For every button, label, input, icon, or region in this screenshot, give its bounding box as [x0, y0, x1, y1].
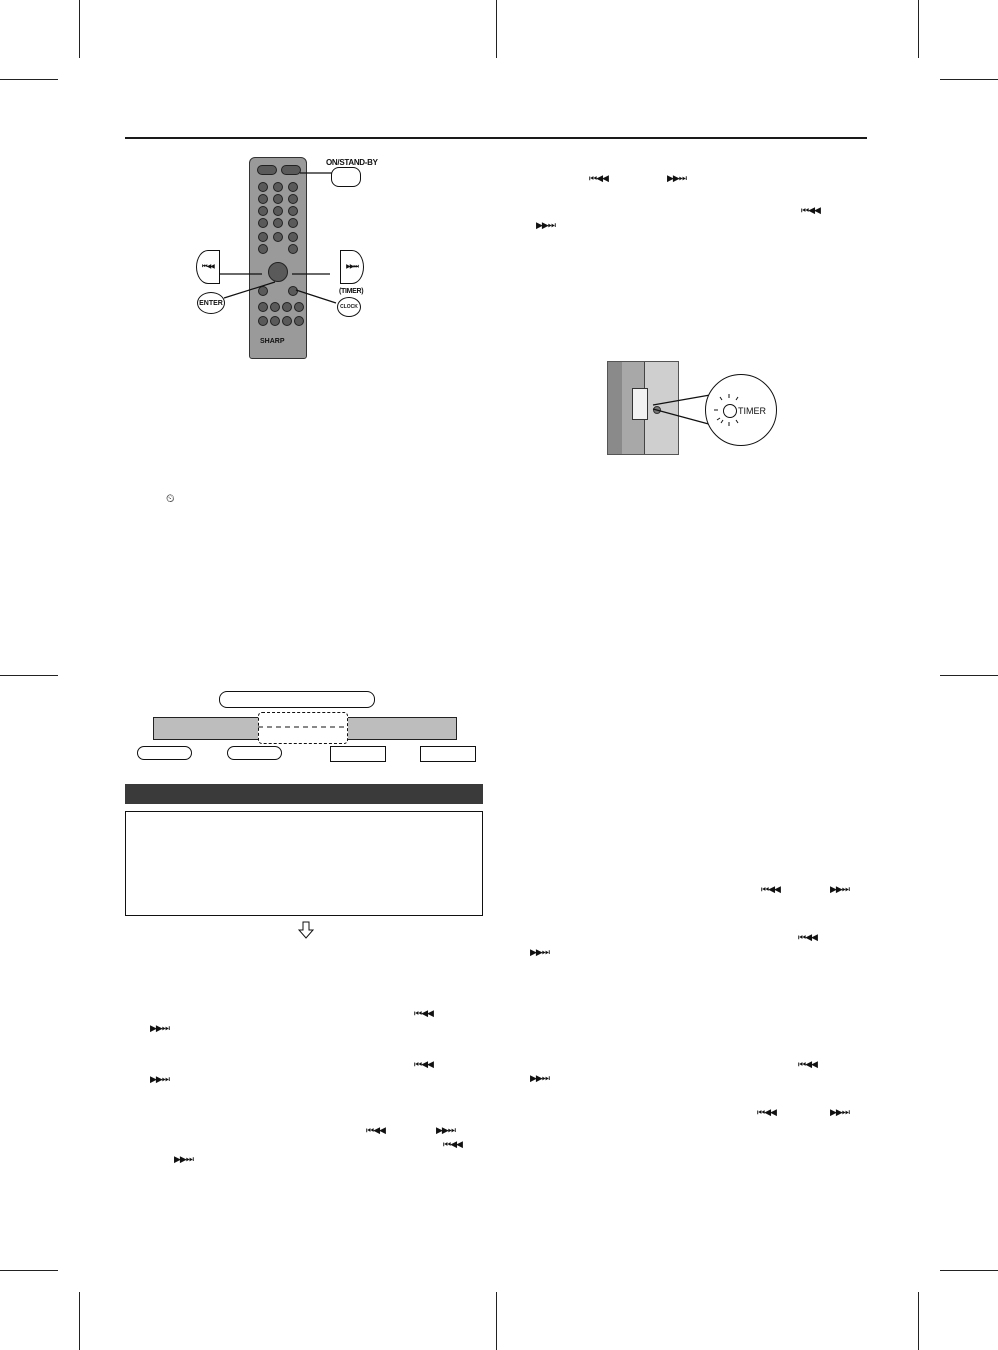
dashed-divider [258, 712, 346, 742]
note-box [125, 811, 483, 916]
next-button-callout [340, 250, 364, 284]
ff-next-icon: ▶▶⏭ [530, 1074, 549, 1084]
crop-mark [0, 675, 58, 676]
ff-next-icon: ▶▶⏭ [436, 1126, 455, 1136]
ff-next-icon: ▶▶⏭ [530, 948, 549, 958]
prev-rew-icon: ⏮◀◀ [801, 206, 820, 216]
enter-button-callout [197, 292, 225, 314]
prev-rew-icon: ⏮◀◀ [202, 263, 214, 270]
prev-rew-icon: ⏮◀◀ [798, 1060, 817, 1070]
prev-rew-icon: ⏮◀◀ [414, 1009, 433, 1019]
ff-next-icon: ▶▶⏭ [830, 885, 849, 895]
ff-next-icon: ▶▶⏭ [174, 1155, 193, 1165]
crop-mark [79, 1292, 80, 1350]
crop-mark [940, 675, 998, 676]
prev-rew-icon: ⏮◀◀ [414, 1060, 433, 1070]
clock-icon: ⏲ [166, 492, 174, 505]
crop-mark [496, 1292, 497, 1350]
remote-brand: SHARP [260, 338, 285, 345]
ff-next-icon: ▶▶⏭ [346, 263, 358, 270]
ff-next-icon: ▶▶⏭ [150, 1024, 169, 1034]
display-bottom-pill [137, 746, 192, 760]
prev-rew-icon: ⏮◀◀ [761, 885, 780, 895]
ff-next-icon: ▶▶⏭ [830, 1108, 849, 1118]
section-header [125, 784, 483, 804]
prev-rew-icon: ⏮◀◀ [366, 1126, 385, 1136]
ff-next-icon: ▶▶⏭ [150, 1075, 169, 1085]
ff-next-icon: ▶▶⏭ [667, 174, 686, 184]
callout-lines [0, 0, 998, 400]
ff-next-icon: ▶▶⏭ [536, 221, 555, 231]
prev-rew-icon: ⏮◀◀ [757, 1108, 776, 1118]
crop-mark [0, 1270, 58, 1271]
display-top-pill [219, 691, 375, 708]
prev-rew-icon: ⏮◀◀ [589, 174, 608, 184]
on-standby-label: ON/STAND-BY [326, 158, 378, 167]
clock-button-callout [337, 297, 361, 317]
on-standby-button-callout [331, 167, 361, 187]
enter-label: ENTER [199, 299, 223, 307]
crop-mark [940, 1270, 998, 1271]
display-bottom-rect [420, 746, 476, 762]
prev-button-callout [196, 250, 220, 284]
timer-label: (TIMER) [339, 288, 364, 295]
prev-rew-icon: ⏮◀◀ [798, 933, 817, 943]
clock-label: CLOCK [340, 304, 358, 310]
display-bottom-rect [330, 746, 386, 762]
timer-figure-label: TIMER [738, 406, 766, 416]
display-bottom-pill [227, 746, 282, 760]
crop-mark [918, 1292, 919, 1350]
prev-rew-icon: ⏮◀◀ [443, 1140, 462, 1150]
arrow-down-icon [298, 921, 314, 939]
